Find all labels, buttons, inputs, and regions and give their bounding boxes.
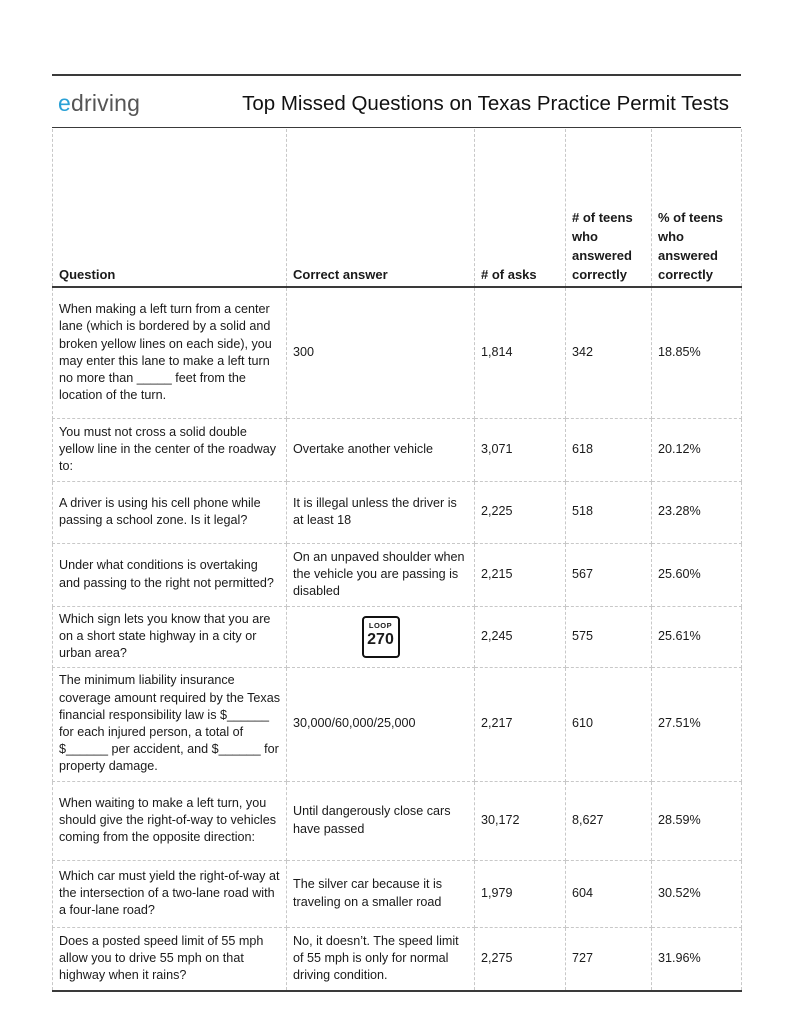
answer-cell: Overtake another vehicle bbox=[287, 418, 475, 481]
question-cell: When making a left turn from a center lane (which is bordered by a solid and broken yellow lines on each side), you may enter this lane to make a left turn no more than _____ feet from the location of the turn. bbox=[53, 287, 287, 418]
correct-percent-cell: 28.59% bbox=[652, 781, 742, 860]
correct-count-cell: 610 bbox=[566, 667, 652, 781]
table-row bbox=[53, 418, 742, 481]
correct-percent-cell: 25.61% bbox=[652, 606, 742, 667]
correct-percent-cell: 18.85% bbox=[652, 287, 742, 418]
correct-count-cell: 727 bbox=[566, 927, 652, 991]
answer-cell: 30,000/60,000/25,000 bbox=[287, 667, 475, 781]
asks-cell: 2,215 bbox=[475, 543, 566, 606]
logo-text: driving bbox=[71, 90, 141, 116]
page-title: Top Missed Questions on Texas Practice Permit Tests bbox=[242, 92, 729, 115]
sign-number: 270 bbox=[367, 630, 394, 648]
table-row bbox=[53, 543, 742, 606]
table-row bbox=[53, 860, 742, 927]
column-header-answer: Correct answer bbox=[287, 129, 475, 287]
table-row bbox=[53, 781, 742, 860]
asks-cell: 1,979 bbox=[475, 860, 566, 927]
correct-percent-cell: 30.52% bbox=[652, 860, 742, 927]
question-cell: Does a posted speed limit of 55 mph allow you to drive 55 mph on that highway when it rains? bbox=[53, 927, 287, 991]
question-cell: Which car must yield the right-of-way at the intersection of a two-lane road with a four-lane road? bbox=[53, 860, 287, 927]
header-rule bbox=[52, 127, 741, 128]
column-header-correct-percent: % of teens who answered correctly bbox=[652, 129, 742, 287]
correct-count-cell: 342 bbox=[566, 287, 652, 418]
answer-cell: On an unpaved shoulder when the vehicle you are passing is disabled bbox=[287, 543, 475, 606]
answer-cell bbox=[287, 606, 475, 667]
table-header-row bbox=[53, 129, 742, 287]
sign-top-text: LOOP bbox=[368, 620, 393, 630]
table-row bbox=[53, 606, 742, 667]
answer-cell: It is illegal unless the driver is at least 18 bbox=[287, 481, 475, 543]
correct-count-cell: 8,627 bbox=[566, 781, 652, 860]
correct-percent-cell: 31.96% bbox=[652, 927, 742, 991]
question-cell: You must not cross a solid double yellow line in the center of the roadway to: bbox=[53, 418, 287, 481]
asks-cell: 30,172 bbox=[475, 781, 566, 860]
question-cell: Which sign lets you know that you are on a short state highway in a city or urban area? bbox=[53, 606, 287, 667]
column-header-correct-count: # of teens who answered correctly bbox=[566, 129, 652, 287]
correct-count-cell: 567 bbox=[566, 543, 652, 606]
answer-cell: No, it doesn’t. The speed limit of 55 mph is only for normal driving condition. bbox=[287, 927, 475, 991]
questions-table bbox=[52, 129, 742, 992]
correct-count-cell: 575 bbox=[566, 606, 652, 667]
question-cell: A driver is using his cell phone while passing a school zone. Is it legal? bbox=[53, 481, 287, 543]
asks-cell: 2,275 bbox=[475, 927, 566, 991]
asks-cell: 1,814 bbox=[475, 287, 566, 418]
correct-percent-cell: 20.12% bbox=[652, 418, 742, 481]
correct-count-cell: 618 bbox=[566, 418, 652, 481]
column-header-asks: # of asks bbox=[475, 129, 566, 287]
question-cell: When waiting to make a left turn, you should give the right-of-way to vehicles coming from the opposite direction: bbox=[53, 781, 287, 860]
column-header-question: Question bbox=[53, 129, 287, 287]
table-row bbox=[53, 287, 742, 418]
asks-cell: 2,217 bbox=[475, 667, 566, 781]
table-row bbox=[53, 927, 742, 991]
answer-cell: The silver car because it is traveling on a smaller road bbox=[287, 860, 475, 927]
correct-percent-cell: 27.51% bbox=[652, 667, 742, 781]
correct-percent-cell: 25.60% bbox=[652, 543, 742, 606]
table-row bbox=[53, 667, 742, 781]
correct-count-cell: 604 bbox=[566, 860, 652, 927]
edriving-logo bbox=[58, 90, 140, 117]
correct-percent-cell: 23.28% bbox=[652, 481, 742, 543]
question-cell: The minimum liability insurance coverage amount required by the Texas financial responsibility law is $______ for each injured person, a total of $______ per accident, and $______ for property damage. bbox=[53, 667, 287, 781]
correct-count-cell: 518 bbox=[566, 481, 652, 543]
asks-cell: 3,071 bbox=[475, 418, 566, 481]
answer-cell: 300 bbox=[287, 287, 475, 418]
question-cell: Under what conditions is overtaking and passing to the right not permitted? bbox=[53, 543, 287, 606]
logo-e: e bbox=[58, 90, 71, 116]
asks-cell: 2,225 bbox=[475, 481, 566, 543]
table-row bbox=[53, 481, 742, 543]
loop-270-sign-icon bbox=[362, 616, 400, 658]
answer-cell: Until dangerously close cars have passed bbox=[287, 781, 475, 860]
document-header bbox=[52, 76, 741, 126]
asks-cell: 2,245 bbox=[475, 606, 566, 667]
